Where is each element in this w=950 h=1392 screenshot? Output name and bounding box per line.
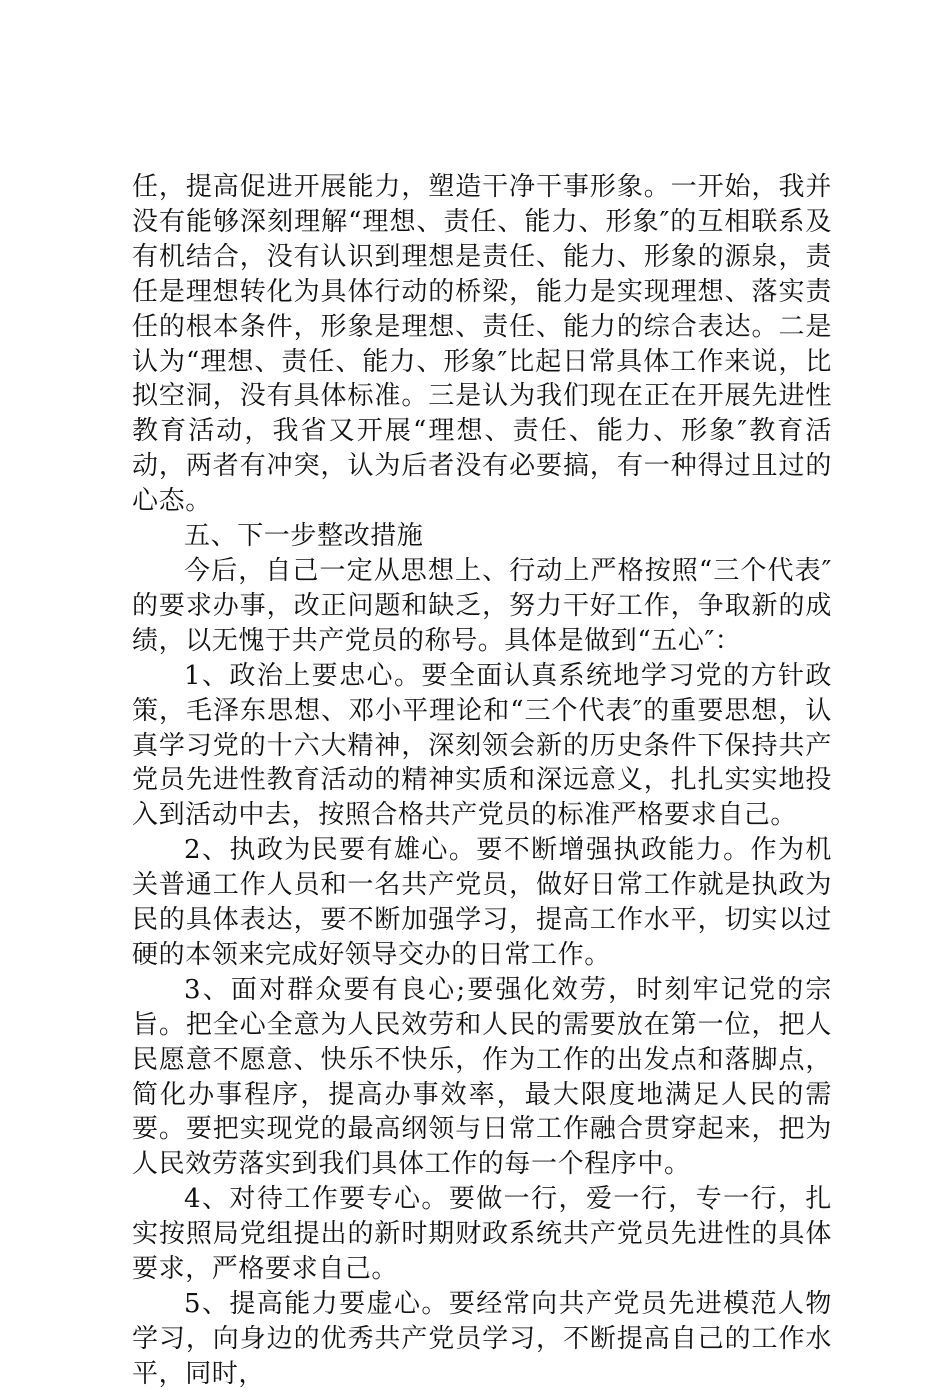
document-body: [132, 170, 832, 1392]
list-item-3: 3、面对群众要有良心;要强化效劳，时刻牢记党的宗旨。把全心全意为人民效劳和人民的需要放在第一位，把人民愿意不愿意、快乐不快乐，作为工作的出发点和落脚点，简化办事程序，提高办事效率，最大限度地满足人民的需要。要把实现党的最高纲领与日常工作融合贯穿起来，把为人民效劳落实到我们具体工作的每一个程序中。: [132, 974, 832, 1180]
section-heading-next-steps: 五、下一步整改措施: [184, 521, 424, 552]
list-item-4: 4、对待工作要专心。要做一行，爱一行，专一行，扎实按照局党组提出的新时期财政系统共产党员先进性的具体要求，严格要求自己。: [132, 1184, 832, 1285]
paragraph-intro: 今后，自己一定从思想上、行动上严格按照“三个代表″的要求办事，改正问题和缺乏，努力干好工作，争取新的成绩，以无愧于共产党员的称号。具体是做到“五心″：: [132, 555, 832, 656]
list-item-2: 2、执政为民要有雄心。要不断增强执政能力。作为机关普通工作人员和一名共产党员，做好日常工作就是执政为民的具体表达，要不断加强学习，提高工作水平，切实以过硬的本领来完成好领导交办的日常工作。: [132, 835, 832, 970]
paragraph-continuation: 任，提高促进开展能力，塑造干净干事形象。一开始，我并没有能够深刻理解“理想、责任、能力、形象″的互相联系及有机结合，没有认识到理想是责任、能力、形象的源泉，责任是理想转化为具体行动的桥梁，能力是实现理想、落实责任的根本条件，形象是理想、责任、能力的综合表达。二是认为“理想、责任、能力、形象″比起日常具体工作来说，比拟空洞，没有具体标准。三是认为我们现在正在开展先进性教育活动，我省又开展“理想、责任、能力、形象″教育活动，两者有冲突，认为后者没有必要搞，有一种得过且过的心态。: [132, 172, 832, 517]
list-item-5: 5、提高能力要虚心。要经常向共产党员先进模范人物学习，向身边的优秀共产党员学习，不断提高自己的工作水平，同时，: [132, 1289, 832, 1389]
list-item-1: 1、政治上要忠心。要全面认真系统地学习党的方针政策，毛泽东思想、邓小平理论和“三个代表″的重要思想，认真学习党的十六大精神，深刻领会新的历史条件下保持共产党员先进性教育活动的精神实质和深远意义，扎扎实实地投入到活动中去，按照合格共产党员的标准严格要求自己。: [132, 660, 832, 831]
